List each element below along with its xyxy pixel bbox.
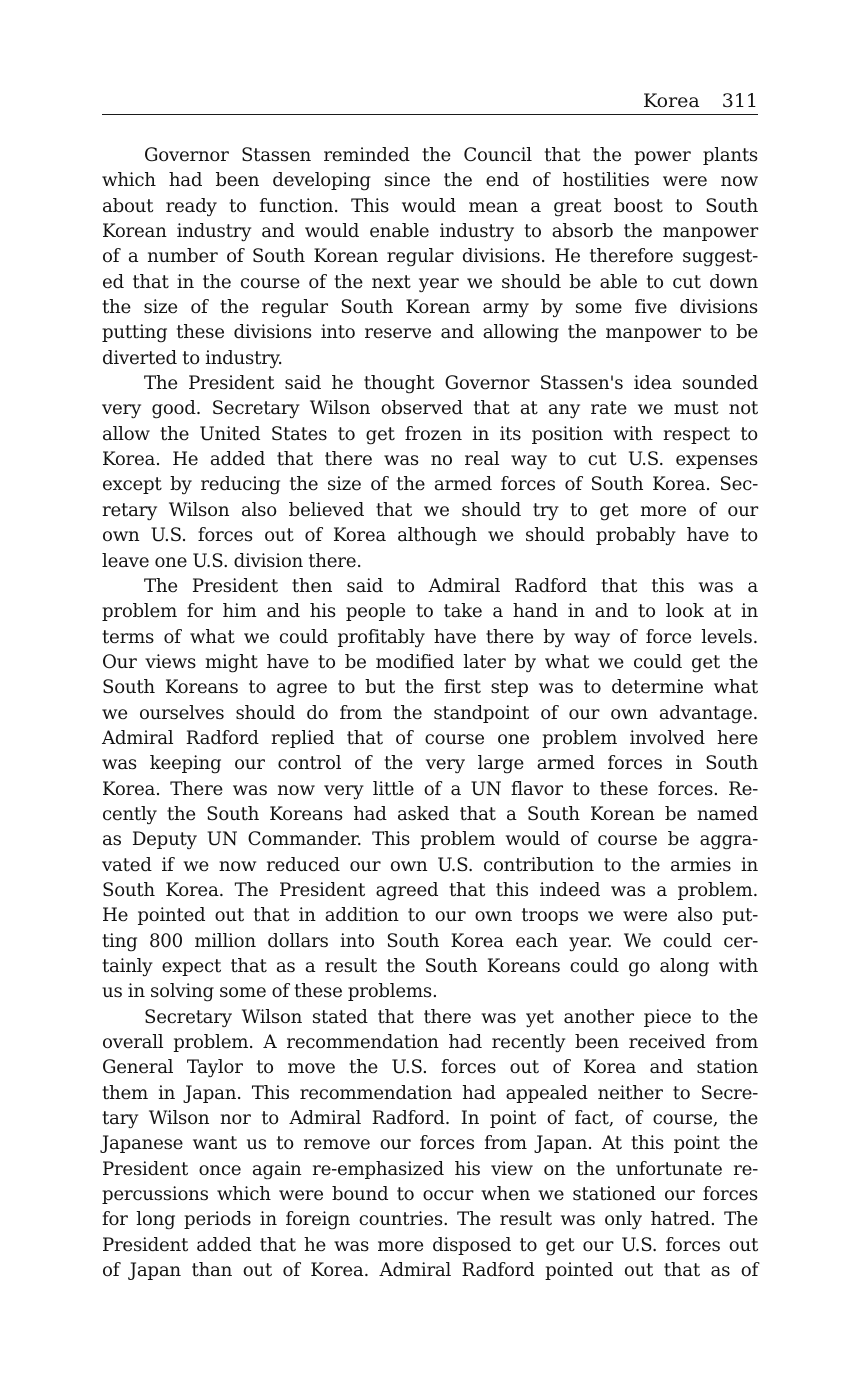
text-line: Japanese want us to remove our forces from Japan. At this point the — [102, 1133, 758, 1155]
text-line: allow the United States to get frozen in its position with respect to — [102, 423, 758, 445]
text-line: very good. Secretary Wilson observed that at any rate we must not — [102, 398, 758, 420]
text-line: which had been developing since the end of hostilities were now — [102, 170, 758, 192]
text-line: The President then said to Admiral Radford that this was a — [144, 575, 758, 597]
text-line: own U.S. forces out of Korea although we should probably have to — [102, 525, 758, 547]
text-line: the size of the regular South Korean army by some five divisions — [102, 297, 758, 319]
text-line: tainly expect that as a result the South Koreans could go along with — [102, 956, 758, 977]
text-line: we ourselves should do from the standpoint of our own advantage. — [102, 702, 758, 724]
text-line: about ready to function. This would mean a great boost to South — [102, 195, 758, 217]
text-line: diverted to industry. — [102, 347, 283, 369]
text-line: percussions which were bound to occur when we stationed our forces — [102, 1184, 758, 1206]
text-line: vated if we now reduced our own U.S. contribution to the armies in — [102, 854, 758, 876]
text-line: problem for him and his people to take a hand in and to look at in — [102, 601, 758, 623]
text-line: ed that in the course of the next year we should be able to cut down — [102, 271, 758, 293]
text-line: cently the South Koreans had asked that a South Korean be named — [102, 803, 758, 825]
text-line: President once again re-emphasized his view on the unfortunate re- — [102, 1158, 758, 1180]
text-line: Admiral Radford replied that of course one problem involved here — [102, 727, 758, 749]
paragraph — [102, 371, 758, 574]
text-line: overall problem. A recommendation had recently been received from — [102, 1032, 758, 1054]
text-line: ting 800 million dollars into South Korea each year. We could cer- — [102, 930, 758, 952]
text-line: President added that he was more disposed to get our U.S. forces out — [102, 1234, 758, 1256]
running-header — [102, 88, 758, 115]
header-title: Korea — [642, 90, 700, 112]
text-line: Governor Stassen reminded the Council that the power plants — [144, 145, 758, 166]
text-line: The President said he thought Governor Stassen's idea sounded — [144, 373, 758, 395]
text-line: South Koreans to agree to but the first step was to determine what — [102, 677, 758, 699]
text-line: was keeping our control of the very large armed forces in South — [102, 753, 758, 775]
text-line: for long periods in foreign countries. The result was only hatred. The — [102, 1209, 758, 1231]
text-line: of a number of South Korean regular divisions. He therefore suggest- — [102, 246, 758, 268]
text-line: them in Japan. This recommendation had appealed neither to Secre- — [102, 1082, 758, 1104]
text-line: tary Wilson nor to Admiral Radford. In point of fact, of course, the — [102, 1108, 758, 1130]
text-line: of Japan than out of Korea. Admiral Radford pointed out that as of — [102, 1260, 758, 1282]
body-text — [102, 143, 758, 1283]
paragraph — [102, 143, 758, 371]
text-line: General Taylor to move the U.S. forces out of Korea and station — [102, 1057, 758, 1079]
text-line: us in solving some of these problems. — [102, 981, 438, 1003]
text-line: Korea. There was now very little of a UN flavor to these forces. Re- — [102, 778, 758, 800]
text-line: as Deputy UN Commander. This problem would of course be aggra- — [102, 829, 758, 851]
paragraph — [102, 1005, 758, 1284]
text-line: terms of what we could profitably have there by way of force levels. — [102, 626, 758, 648]
text-line: Korean industry and would enable industry to absorb the manpower — [102, 221, 758, 243]
text-line: retary Wilson also believed that we should try to get more of our — [102, 499, 758, 521]
text-line: leave one U.S. division there. — [102, 550, 362, 572]
text-line: He pointed out that in addition to our own troops we were also put- — [102, 905, 758, 927]
text-line: except by reducing the size of the armed forces of South Korea. Sec- — [102, 474, 758, 496]
text-line: Our views might have to be modified later by what we could get the — [102, 651, 758, 673]
text-line: South Korea. The President agreed that this indeed was a problem. — [102, 879, 758, 901]
text-line: Korea. He added that there was no real way to cut U.S. expenses — [102, 449, 758, 471]
page-number: 311 — [721, 90, 758, 112]
text-line: putting these divisions into reserve and allowing the manpower to be — [102, 322, 758, 344]
paragraph — [102, 574, 758, 1005]
text-line: Secretary Wilson stated that there was yet another piece to the — [144, 1006, 758, 1028]
